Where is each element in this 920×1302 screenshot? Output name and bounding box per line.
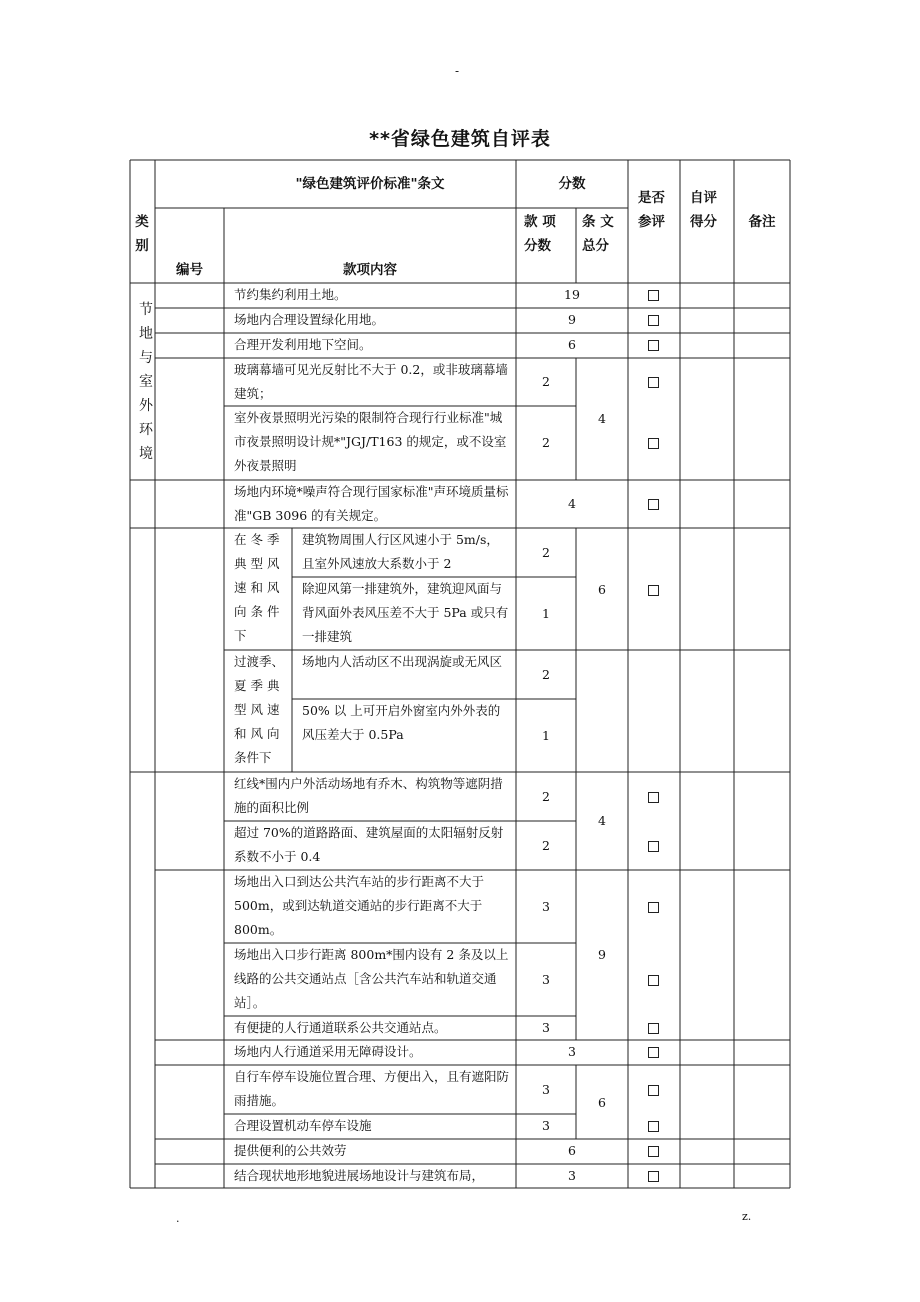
item-content: 场地内人行通道采用无障碍设计。	[234, 1044, 422, 1059]
item-score: 6	[568, 1143, 576, 1158]
header-remark: 备注	[748, 214, 776, 230]
participate-checkbox[interactable]	[648, 340, 659, 351]
item-content: 节约集约利用土地。	[234, 287, 347, 302]
item-score: 6	[568, 337, 576, 352]
item-content: 室外夜景照明光污染的限制符合现行行业标准"城市夜景照明设计规*"JGJ/T163 的规定，或不设室外夜景照明	[234, 410, 507, 473]
item-score: 3	[568, 1044, 576, 1059]
item-content: 合理设置机动车停车设施	[234, 1118, 372, 1133]
participate-checkbox[interactable]	[648, 1121, 659, 1132]
item-content: 建筑物周围人行区风速小于 5m/s，且室外风速放大系数小于 2	[302, 532, 499, 571]
item-score: 1	[542, 606, 550, 621]
participate-checkbox[interactable]	[648, 585, 659, 596]
participate-checkbox[interactable]	[648, 975, 659, 986]
item-content: 合理开发利用地下空间。	[234, 337, 372, 352]
participate-checkbox[interactable]	[648, 1085, 659, 1096]
header-self-score: 自评得分	[690, 190, 717, 230]
page-title: **省绿色建筑自评表	[369, 128, 551, 150]
item-content: 结合现状地形地貌进展场地设计与建筑布局，	[234, 1168, 485, 1183]
item-content: 场地内环境*噪声符合现行国家标准"声环境质量标准"GB 3096 的有关规定。	[234, 484, 509, 523]
participate-checkbox[interactable]	[648, 841, 659, 852]
footer-right-mark: z.	[742, 1210, 752, 1223]
item-content: 场地出入口到达公共汽车站的步行距离不大于 500m，或到达轨道交通站的步行距离不大于 800m。	[234, 874, 485, 937]
item-score: 1	[542, 728, 550, 743]
item-content: 提供便利的公共效劳	[234, 1143, 347, 1158]
clause-total: 6	[598, 582, 606, 597]
item-content: 红线*围内户外活动场地有乔木、构筑物等遮阴措施的面积比例	[234, 776, 503, 815]
item-score: 2	[542, 838, 550, 853]
participate-checkbox[interactable]	[648, 1023, 659, 1034]
participate-checkbox[interactable]	[648, 902, 659, 913]
participate-checkbox[interactable]	[648, 792, 659, 803]
header-item-score: 款 项 分数	[524, 214, 556, 254]
participate-checkbox[interactable]	[648, 499, 659, 510]
participate-checkbox[interactable]	[648, 290, 659, 301]
clause-total: 6	[598, 1095, 606, 1110]
wind-condition-winter: 在 冬 季 典 型 风 速 和 风 向 条 件 下	[234, 532, 280, 643]
item-score: 2	[542, 374, 550, 389]
item-content: 有便捷的人行通道联系公共交通站点。	[234, 1020, 447, 1035]
item-content: 场地内合理设置绿化用地。	[234, 312, 385, 327]
item-score: 3	[542, 899, 550, 914]
header-content: 款项内容	[343, 262, 397, 278]
item-content: 玻璃幕墙可见光反射比不大于 0.2，或非玻璃幕墙建筑；	[234, 362, 508, 401]
item-score: 3	[542, 972, 550, 987]
item-score: 2	[542, 667, 550, 682]
participate-checkbox[interactable]	[648, 315, 659, 326]
item-content: 除迎风第一排建筑外，建筑迎风面与背风面外表风压差不大于 5Pa 或只有一排建筑	[302, 581, 509, 644]
footer-left-mark: .	[176, 1212, 180, 1225]
item-score: 9	[568, 312, 576, 327]
item-score: 3	[542, 1118, 550, 1133]
wind-condition-summer: 过渡季、夏 季 典 型 风 速 和 风 向 条件下	[234, 654, 285, 765]
item-score: 2	[542, 435, 550, 450]
participate-checkbox[interactable]	[648, 438, 659, 449]
header-participate: 是否参评	[638, 190, 665, 230]
header-score: 分数	[558, 176, 586, 192]
item-score: 2	[542, 545, 550, 560]
category-label: 节地与室外环境	[139, 302, 153, 462]
item-score: 19	[564, 287, 580, 302]
participate-checkbox[interactable]	[648, 1047, 659, 1058]
clause-total: 4	[598, 411, 606, 426]
header-std-clause: "绿色建筑评价标准"条文	[295, 176, 445, 192]
item-content: 50% 以 上可开启外窗室内外外表的风压差大于 0.5Pa	[302, 703, 501, 742]
header-number: 编号	[176, 262, 203, 278]
participate-checkbox[interactable]	[648, 377, 659, 388]
header-category: 类别	[135, 214, 149, 254]
item-content: 自行车停车设施位置合理、方便出入，且有遮阳防雨措施。	[234, 1069, 510, 1108]
item-score: 2	[542, 789, 550, 804]
item-score: 3	[542, 1020, 550, 1035]
clause-total: 9	[598, 947, 606, 962]
clause-total: 4	[598, 813, 606, 828]
item-content: 超过 70%的道路路面、建筑屋面的太阳辐射反射系数不小于 0.4	[234, 825, 504, 864]
participate-checkbox[interactable]	[648, 1146, 659, 1157]
item-score: 3	[542, 1082, 550, 1097]
item-content: 场地内人活动区不出现涡旋或无风区	[302, 654, 503, 669]
item-score: 4	[568, 496, 576, 511]
item-content: 场地出入口步行距离 800m*围内设有 2 条及以上线路的公共交通站点［含公共汽车站和轨道交通站］。	[234, 947, 509, 1010]
participate-checkbox[interactable]	[648, 1171, 659, 1182]
item-score: 3	[568, 1168, 576, 1183]
page-header-mark: -	[455, 64, 460, 78]
header-clause-total: 条 文 总分	[582, 214, 614, 254]
